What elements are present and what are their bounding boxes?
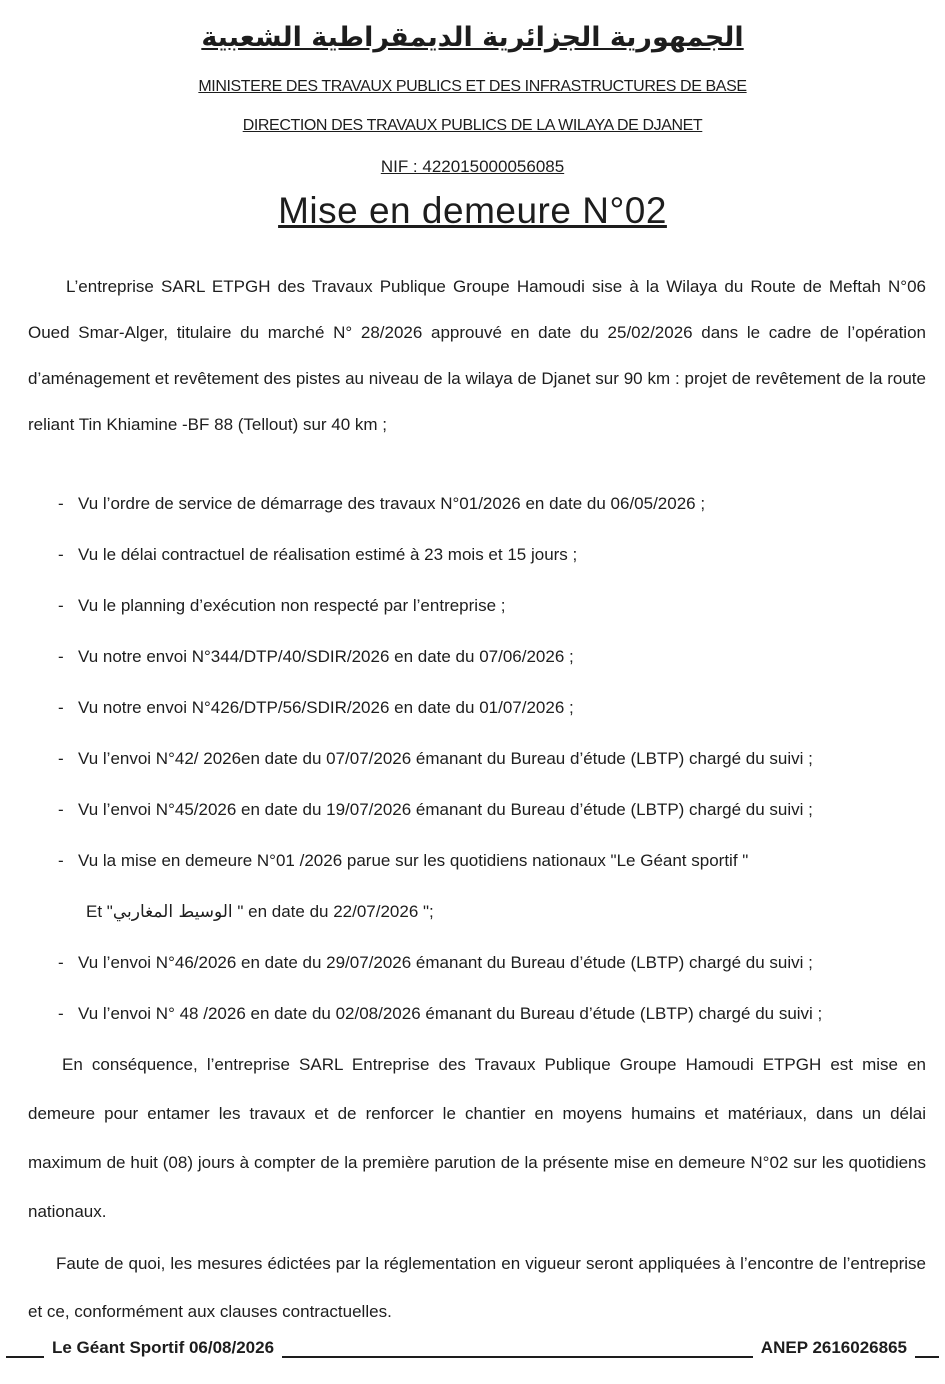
list-item: - Vu la mise en demeure N°01 /2026 parue sur les quotidiens nationaux "Le Géant sportif " — [58, 851, 749, 870]
list-item: - Vu l’envoi N° 48 /2026 en date du 02/08/2026 émanant du Bureau d’étude (LBTP) chargé du suivi ; — [58, 1004, 823, 1023]
list-item: - Vu l’ordre de service de démarrage des travaux N°01/2026 en date du 06/05/2026 ; — [58, 494, 706, 513]
notice-title: Mise en demeure N°02 — [278, 190, 667, 231]
closing-paragraph: Faute de quoi, les mesures édictées par la réglementation en vigueur seront appliquées à l’encontre de l’entreprise et ce, conformément aux clauses contractuelles. — [28, 1254, 926, 1321]
list-item: - Vu le planning d’exécution non respecté par l’entreprise ; — [58, 596, 506, 615]
list-item: - Vu l’envoi N°42/ 2026en date du 07/07/2026 émanant du Bureau d’étude (LBTP) chargé du suivi ; — [58, 749, 813, 768]
list-item-continuation: Et "الوسيط المغاربي " en date du 22/07/2026 "; — [86, 902, 434, 922]
nif-number: NIF : 422015000056085 — [380, 157, 565, 176]
ministry-name: MINISTERE DES TRAVAUX PUBLICS ET DES INFRASTRUCTURES DE BASE — [198, 78, 747, 95]
anep-reference: ANEP 2616026865 — [753, 1338, 915, 1358]
list-item: - Vu l’envoi N°46/2026 en date du 29/07/2026 émanant du Bureau d’étude (LBTP) chargé du suivi ; — [58, 953, 813, 972]
republic-title: الجمهورية الجزائرية الديمقراطية الشعبية — [201, 22, 744, 53]
list-item: - Vu notre envoi N°344/DTP/40/SDIR/2026 en date du 07/06/2026 ; — [58, 647, 574, 666]
direction-name: DIRECTION DES TRAVAUX PUBLICS DE LA WILAYA DE DJANET — [242, 117, 703, 134]
list-item: - Vu le délai contractuel de réalisation estimé à 23 mois et 15 jours ; — [58, 545, 578, 564]
list-item: - Vu l’envoi N°45/2026 en date du 19/07/2026 émanant du Bureau d’étude (LBTP) chargé du suivi ; — [58, 800, 813, 819]
list-item: - Vu notre envoi N°426/DTP/56/SDIR/2026 en date du 01/07/2026 ; — [58, 698, 574, 717]
arabic-newspaper-name: الوسيط المغاربي — [112, 902, 233, 922]
newspaper-date: Le Géant Sportif 06/08/2026 — [44, 1338, 282, 1358]
considerations-list — [58, 478, 918, 1039]
consequence-paragraph: En conséquence, l’entreprise SARL Entreprise des Travaux Publique Groupe Hamoudi ETPGH est mise en demeure pour entamer les travaux et de renforcer le chantier en moyens humains et matériaux, dans un délai maximum de huit (08) jours à compter de la première parution de la présente mise en demeure N°02 sur les quotidiens nationaux. — [28, 1055, 926, 1221]
publication-footer — [0, 1332, 945, 1366]
intro-paragraph: L’entreprise SARL ETPGH des Travaux Publique Groupe Hamoudi sise à la Wilaya du Route de Meftah N°06 Oued Smar-Alger, titulaire du marché N° 28/2026 approuvé en date du 25/02/2026 dans le cadre de l’opération d’aménagement et revêtement des pistes au niveau de la wilaya de Djanet sur 90 km : projet de revêtement de la route reliant Tin Khiamine -BF 88 (Tellout) sur 40 km ; — [28, 277, 926, 434]
